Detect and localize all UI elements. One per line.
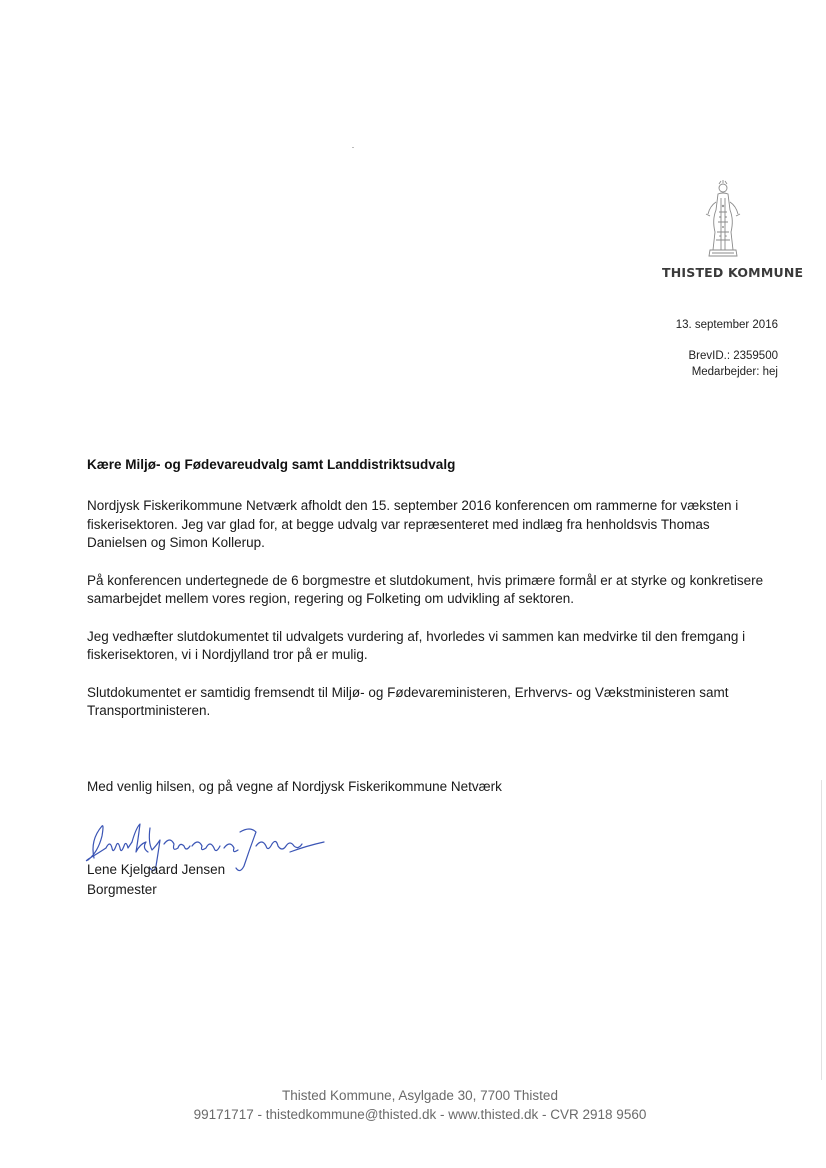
letter-meta (688, 348, 778, 380)
scan-speck (352, 147, 354, 148)
paragraph: Slutdokumentet er samtidig fremsendt til Miljø- og Fødevareministeren, Erhvervs- og Vækstministeren samt Transportministeren. (87, 684, 729, 718)
footer-contact: 99171717 - thistedkommune@thisted.dk - www.thisted.dk - CVR 2918 9560 (193, 1107, 647, 1122)
statue-figure-icon (700, 180, 746, 260)
org-name: THISTED KOMMUNE (662, 265, 804, 280)
signer-name: Lene Kjelgaard Jensen (87, 862, 226, 877)
salutation: Kære Miljø- og Fødevareudvalg samt Landdistriktsudvalg (87, 457, 456, 472)
medarbejder: Medarbejder: hej (691, 366, 778, 378)
paragraph: Jeg vedhæfter slutdokumentet til udvalgets vurdering af, hvorledes vi sammen kan medvirke til den fremgang i fiskerisektoren, vi i Nordjylland tror på er mulig. (87, 628, 746, 662)
closing: Med venlig hilsen, og på vegne af Nordjysk Fiskerikommune Netværk (87, 779, 502, 794)
footer-address: Thisted Kommune, Asylgade 30, 7700 Thisted (282, 1088, 558, 1103)
letter-date: 13. september 2016 (675, 319, 778, 331)
scan-edge-shadow (821, 780, 822, 1080)
signer-title: Borgmester (87, 882, 157, 897)
brev-id: BrevID.: 2359500 (688, 350, 778, 362)
paragraph: På konferencen undertegnede de 6 borgmestre et slutdokument, hvis primære formål er at styrke og konkretisere samarbejdet mellem vores region, regering og Folketing om udvikling af sektoren. (87, 572, 764, 606)
letter-body (87, 497, 767, 740)
paragraph: Nordjysk Fiskerikommune Netværk afholdt den 15. september 2016 konferencen om rammerne for væksten i fiskerisektoren. Jeg var glad for, at begge udvalg var repræsenteret med indlæg fra henholdsvis Thomas Danielsen og Simon Kollerup. (87, 498, 739, 550)
